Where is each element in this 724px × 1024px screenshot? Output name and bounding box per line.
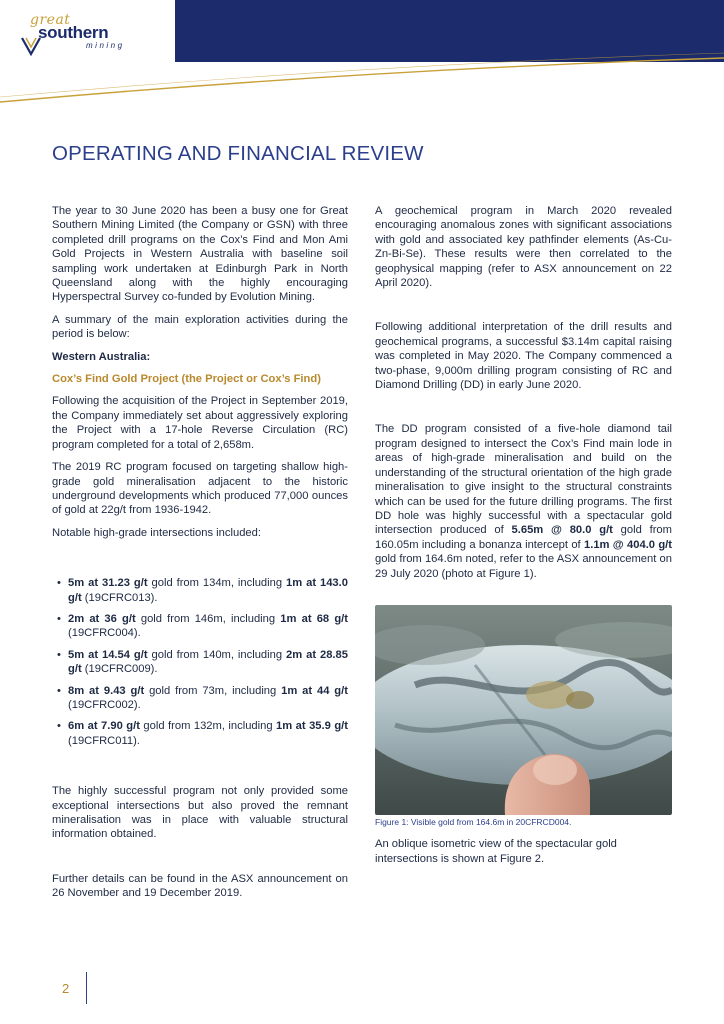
list-item: • 5m at 14.54 g/t gold from 140m, including 2m at 28.85 g/t (19CFRC009). — [68, 648, 348, 677]
logo-word-great: great — [30, 12, 71, 28]
right-column — [375, 204, 672, 874]
logo-word-southern: southern — [38, 23, 109, 42]
geochem-paragraph: A geochemical program in March 2020 revealed encouraging anomalous zones with significant associations with gold and associated key pathfinder elements (As-Cu-Zn-Bi-Se). These results were then correlated to the geophysical mapping (refer to ASX announcement on 22 April 2020). — [375, 205, 672, 290]
western-australia-heading: Western Australia: — [52, 350, 151, 363]
page-title: OPERATING AND FINANCIAL REVIEW — [52, 142, 424, 165]
page-number: 2 — [62, 981, 70, 996]
capital-raising-paragraph: Following additional interpretation of the drill results and geochemical programs, a successful $3.14m capital raising was completed in May 2020. The Company commenced a two-phase, 9,000m drilling program consisting of RC and Diamond Drilling (DD) in early June 2020. — [375, 321, 672, 392]
drill-core-photo — [375, 605, 672, 815]
list-item: • 5m at 31.23 g/t gold from 134m, including 1m at 143.0 g/t (19CFRC013). — [68, 576, 348, 605]
dd-program-paragraph: The DD program consisted of a five-hole diamond tail program designed to intersect the Cox’s Find main lode in areas of high-grade mineralisation and build on the understanding of the structural orientation of the high grade mineralisation to give insight to the structural constraints which can be used for the future drilling programs. The first DD hole was highly successful with a spectacular gold intersection produced of 5.65m @ 80.0 g/t gold from 160.05m including a bonanza intercept of 1.1m @ 404.0 g/t gold from 164.6m noted, refer to the ASX announcement on 29 July 2020 (photo at Figure 1). — [375, 423, 673, 580]
logo-word-mining: mining — [86, 41, 125, 50]
isometric-paragraph: An oblique isometric view of the spectacular gold intersections is shown at Figure 2. — [375, 838, 617, 865]
coxs-find-heading: Cox’s Find Gold Project (the Project or Cox’s Find) — [52, 373, 321, 386]
footer-divider — [86, 972, 87, 1004]
further-details-paragraph: Further details can be found in the ASX announcement on 26 November and 19 December 2019. — [52, 872, 348, 900]
list-item: • 8m at 9.43 g/t gold from 73m, including 1m at 44 g/t (19CFRC002). — [68, 684, 348, 713]
success-paragraph: The highly successful program not only provided some exceptional intersections but also proved the remnant mineralisation was in place with valuable structural information obtained. — [52, 785, 348, 841]
list-item: • 2m at 36 g/t gold from 146m, including 1m at 68 g/t (19CFRC004). — [68, 612, 348, 641]
figure-caption: Figure 1: Visible gold from 164.6m in 20CFRCD004. — [375, 816, 572, 827]
left-column — [52, 204, 348, 909]
summary-paragraph: A summary of the main exploration activities during the period is below: — [52, 313, 348, 341]
rc-program-paragraph: The 2019 RC program focused on targeting shallow high-grade gold mineralisation adjacent to the historic underground developments which produced 77,000 ounces of gold at 22g/t from 1936-1942. — [52, 461, 348, 517]
company-logo — [20, 12, 140, 64]
notable-intro: Notable high-grade intersections included: — [52, 526, 261, 539]
intro-paragraph: The year to 30 June 2020 has been a busy one for Great Southern Mining Limited (the Company or GSN) with three completed drill programs on the Cox’s Find and Mon Ami Gold Projects in Western Australia with baseline soil sampling work undertaken at Edinburgh Park in North Queensland along with the highly encouraging Hyperspectral Survey co-funded by Evolution Mining. — [52, 205, 348, 304]
list-item: • 6m at 7.90 g/t gold from 132m, including 1m at 35.9 g/t (19CFRC011). — [68, 719, 348, 748]
acquisition-paragraph: Following the acquisition of the Project in September 2019, the Company immediately set about aggressively exploring the Project with a 17-hole Reverse Circulation (RC) program completed for a total of 2,658m. — [52, 395, 348, 451]
intersections-list — [52, 576, 348, 748]
